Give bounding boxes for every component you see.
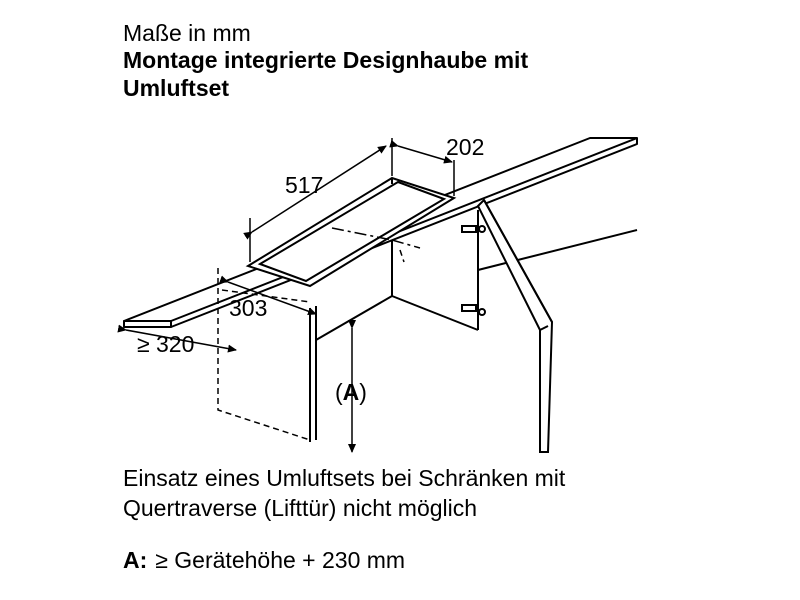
title-line-2: Umluftset bbox=[123, 75, 230, 101]
dimension-202-label: 202 bbox=[446, 134, 485, 160]
title-line-1: Montage integrierte Designhaube mit bbox=[123, 47, 529, 73]
installation-note bbox=[123, 463, 565, 523]
note-line-1: Einsatz eines Umluftsets bei Schränken mit bbox=[123, 465, 566, 491]
dimension-303-label: 303 bbox=[229, 295, 268, 321]
dimension-320-label: ≥ 320 bbox=[137, 331, 195, 357]
hinge-icon bbox=[462, 305, 476, 311]
units-note: Maße in mm bbox=[123, 20, 251, 46]
hinge-icon bbox=[462, 226, 476, 232]
legend bbox=[123, 547, 405, 574]
legend-key: A: bbox=[123, 547, 148, 573]
legend-text: ≥ Gerätehöhe + 230 mm bbox=[155, 547, 406, 573]
cutout bbox=[248, 178, 454, 286]
dimension-517-label: 517 bbox=[285, 172, 324, 198]
dimension-a-label: (A) bbox=[335, 379, 367, 405]
note-line-2: Quertraverse (Lifttür) nicht möglich bbox=[123, 495, 478, 521]
cabinet-door bbox=[462, 200, 552, 452]
